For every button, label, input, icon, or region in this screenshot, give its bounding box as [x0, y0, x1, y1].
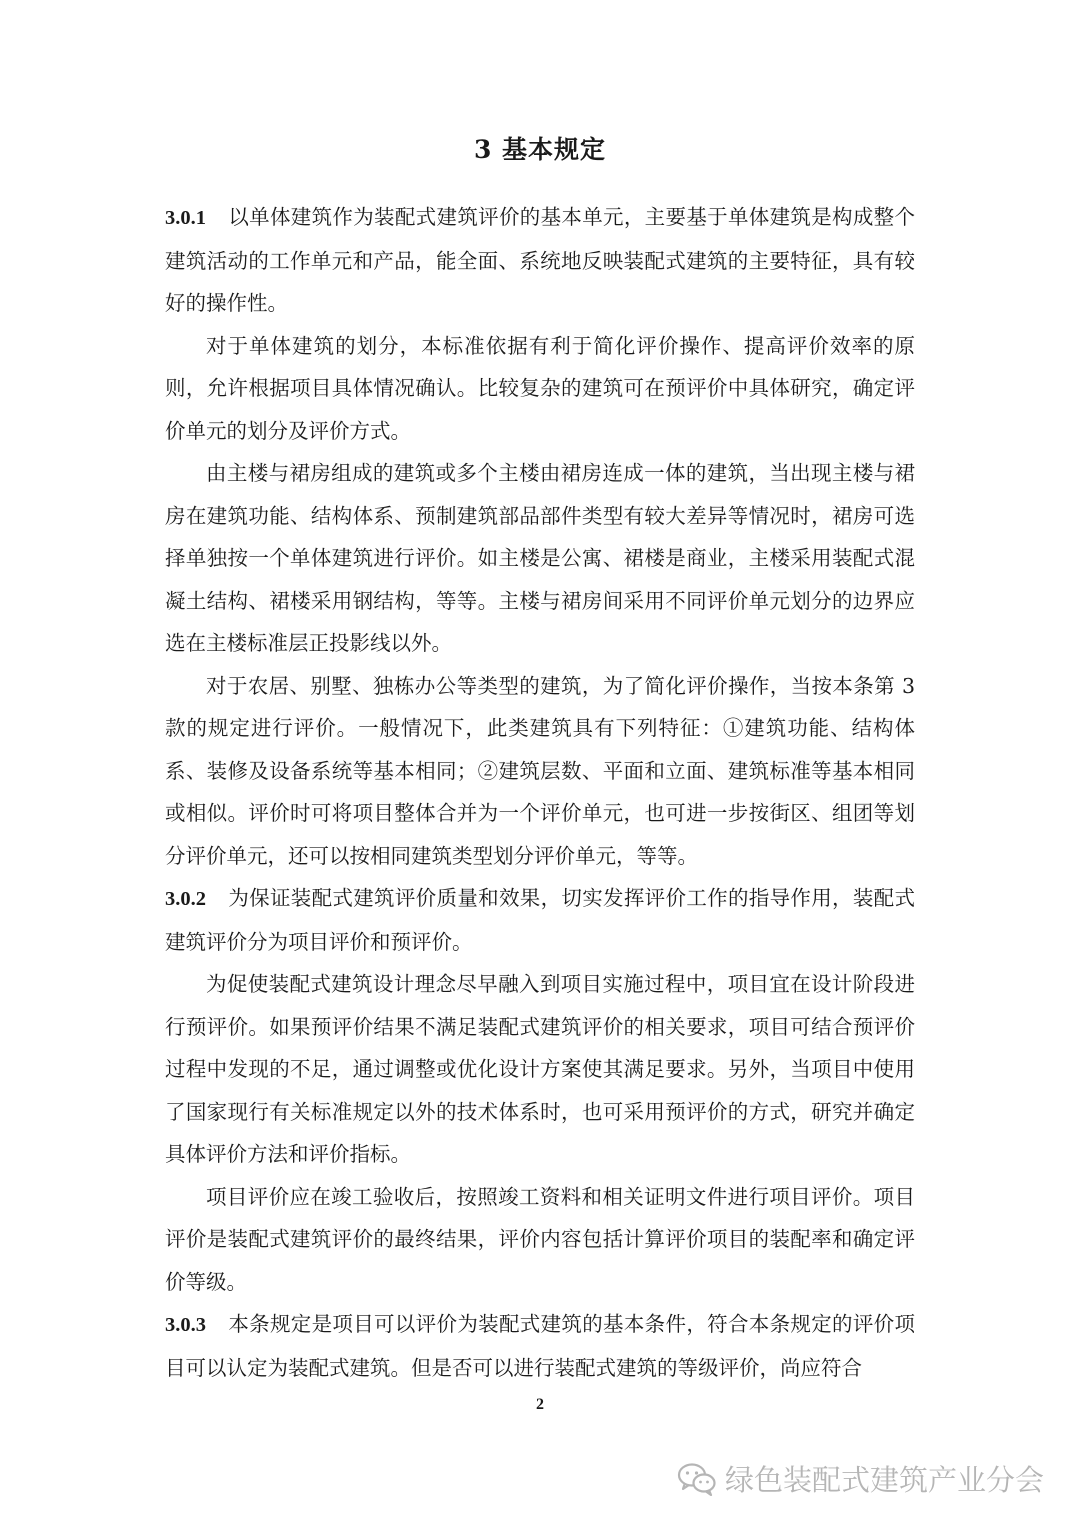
document-body — [165, 196, 915, 1389]
clause-3-0-3 — [165, 1303, 915, 1389]
body-paragraph: 由主楼与裙房组成的建筑或多个主楼由裙房连成一体的建筑，当出现主楼与裙房在建筑功能、结构体系、预制建筑部品部件类型有较大差异等情况时，裙房可选择单独按一个单体建筑进行评价。如主楼是公寓、裙楼是商业，主楼采用装配式混凝土结构、裙楼采用钢结构，等等。主楼与裙房间采用不同评价单元划分的边界应选在主楼标准层正投影线以外。 — [165, 461, 915, 655]
clause-3-0-1 — [165, 196, 915, 325]
clause-number: 3.0.2 — [165, 888, 206, 910]
body-paragraph: 对于单体建筑的划分，本标准依据有利于简化评价操作、提高评价效率的原则，允许根据项目具体情况确认。比较复杂的建筑可在预评价中具体研究，确定评价单元的划分及评价方式。 — [165, 333, 915, 443]
clause-number: 3.0.1 — [165, 207, 206, 229]
body-paragraph: 项目评价应在竣工验收后，按照竣工资料和相关证明文件进行项目评价。项目评价是装配式建筑评价的最终结果，评价内容包括计算评价项目的装配率和确定评价等级。 — [165, 1184, 915, 1294]
page-number: 2 — [536, 1396, 544, 1413]
clause-lead-text: 以单体建筑作为装配式建筑评价的基本单元，主要基于单体建筑是构成整个建筑活动的工作单元和产品，能全面、系统地反映装配式建筑的主要特征，具有较好的操作性。 — [165, 205, 915, 315]
clause-lead-text: 为保证装配式建筑评价质量和效果，切实发挥评价工作的指导作用，装配式建筑评价分为项目评价和预评价。 — [165, 886, 915, 954]
section-heading: 3 基本规定 — [473, 135, 607, 164]
wechat-icon — [677, 1462, 717, 1496]
body-paragraph: 对于农居、别墅、独栋办公等类型的建筑，为了简化评价操作，当按本条第 3 款的规定进行评价。一般情况下，此类建筑具有下列特征：①建筑功能、结构体系、装修及设备系统等基本相同；②建筑层数、平面和立面、建筑标准等基本相同或相似。评价时可将项目整体合并为一个评价单元，也可进一步按街区、组团等划分评价单元，还可以按相同建筑类型划分评价单元，等等。 — [165, 673, 915, 868]
clause-3-0-2 — [165, 877, 915, 963]
watermark — [677, 1458, 1044, 1499]
clause-number: 3.0.3 — [165, 1314, 206, 1336]
watermark-text: 绿色装配式建筑产业分会 — [724, 1463, 1044, 1497]
clause-lead-text: 本条规定是项目可以评价为装配式建筑的基本条件，符合本条规定的评价项目可以认定为装配式建筑。但是否可以进行装配式建筑的等级评价，尚应符合 — [165, 1312, 915, 1380]
body-paragraph: 为促使装配式建筑设计理念尽早融入到项目实施过程中，项目宜在设计阶段进行预评价。如果预评价结果不满足装配式建筑评价的相关要求，项目可结合预评价过程中发现的不足，通过调整或优化设计方案使其满足要求。另外，当项目中使用了国家现行有关标准规定以外的技术体系时，也可采用预评价的方式，研究并确定具体评价方法和评价指标。 — [165, 972, 915, 1166]
